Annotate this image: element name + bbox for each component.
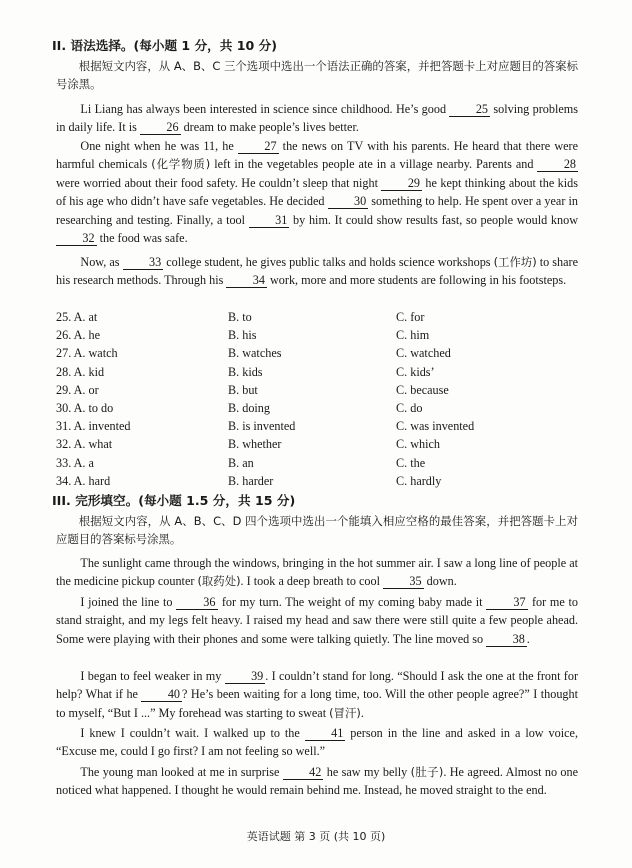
option-row <box>56 417 586 435</box>
option-b: B. watches <box>228 346 282 361</box>
option-b: B. is invented <box>228 419 296 434</box>
option-b: B. doing <box>228 400 270 415</box>
option-c: C. kids’ <box>396 364 435 379</box>
section3-instruction: 根据短文内容，从 A、B、C、D 四个选项中选出一个能填入相应空格的最佳答案，并把答题卡上对应题目的答案标号涂黑。 <box>56 514 578 547</box>
answer-blank: 25 <box>449 103 490 117</box>
option-b: B. harder <box>228 473 274 488</box>
answer-blank: 26 <box>140 121 181 135</box>
option-a: 34. A. hard <box>56 473 111 488</box>
answer-blank: 42 <box>283 766 324 780</box>
option-a: 29. A. or <box>56 382 99 397</box>
answer-blank: 32 <box>56 232 97 246</box>
answer-blank: 37 <box>486 596 528 610</box>
option-b: B. to <box>228 310 252 324</box>
section2-paragraph: One night when he was 11, he 27 the news on TV with his parents. He heard that there were harmful chemicals (化学物质) left in the vegetables people ate in a village nearby. Parents and 28 were worried about their food safety. He couldn’t sleep that night 29 he kept thinking about the kids of his age who didn’t have safe vegetables. He decided 30 something to help. He spent over a year in researching and testing. Finally, a tool 31 by him. It could show results fast, so people would know 32 the food was safe. <box>56 139 578 246</box>
answer-blank: 38 <box>486 633 527 647</box>
answer-blank: 35 <box>383 575 424 589</box>
option-c: C. watched <box>396 346 451 361</box>
chinese-gloss: (冒汗) <box>329 705 361 720</box>
option-a: 26. A. he <box>56 328 101 343</box>
option-row <box>56 363 586 381</box>
option-b: B. an <box>228 455 254 470</box>
answer-blank: 30 <box>328 195 369 209</box>
chinese-gloss: (化学物质) <box>151 157 211 172</box>
option-c: C. do <box>396 400 423 415</box>
option-row <box>56 399 586 417</box>
chinese-gloss: (取药处) <box>197 574 241 589</box>
option-b: B. his <box>228 328 257 343</box>
answer-blank: 28 <box>537 158 578 172</box>
section2-paragraph: Li Liang has always been interested in science since childhood. He’s good 25 solving problems in daily life. It is 26 dream to make people’s lives better. <box>56 102 579 135</box>
option-a: 25. A. at <box>56 310 98 324</box>
option-c: C. was invented <box>396 419 475 434</box>
option-b: B. but <box>228 382 258 397</box>
option-a: 28. A. kid <box>56 364 105 379</box>
option-row <box>56 344 586 362</box>
section2-paragraph: Now, as 33 college student, he gives public talks and holds science workshops (工作坊) to share his research methods. Through his 34 work, more and more students are following in his footsteps. <box>56 255 579 288</box>
answer-blank: 33 <box>123 256 164 270</box>
option-row <box>56 326 586 344</box>
option-row <box>56 381 586 399</box>
section3-paragraph: I began to feel weaker in my 39 . I couldn’t stand for long. “Should I ask the one at the front for help? What if he 40 ? He’s been waiting for a long time, too. Will the other people agree?” I thought to myself, “But I ...” My forehead was starting to sweat (冒汗). <box>56 669 579 720</box>
section3-paragraph: I knew I couldn’t wait. I walked up to the 41 person in the line and asked in a low voice, “Excuse me, could I go first? I am not feeling so well.” <box>56 726 578 759</box>
option-c: C. for <box>396 310 425 324</box>
option-a: 32. A. what <box>56 437 113 452</box>
chinese-gloss: (工作坊) <box>493 255 537 269</box>
section3-paragraph: The sunlight came through the windows, bringing in the hot summer air. I saw a long line of people at the medicine pickup counter (取药处). I took a deep breath to cool 35 down. <box>56 556 578 589</box>
option-row <box>56 435 586 453</box>
option-c: C. him <box>396 328 430 343</box>
answer-blank: 40 <box>141 688 182 702</box>
option-row <box>56 308 586 326</box>
answer-blank: 29 <box>381 177 422 191</box>
answer-blank: 39 <box>225 670 266 684</box>
chinese-gloss: (肚子) <box>410 765 444 779</box>
option-b: B. kids <box>228 364 263 379</box>
option-c: C. which <box>396 437 441 452</box>
page-footer: 英语试题 第 3 页 (共 10 页) <box>246 830 386 843</box>
answer-blank: 27 <box>238 140 279 154</box>
option-b: B. whether <box>228 437 282 452</box>
option-c: C. because <box>396 382 449 397</box>
answer-blank: 31 <box>249 214 290 228</box>
option-c: C. the <box>396 455 426 470</box>
options-list <box>56 308 586 490</box>
answer-blank: 36 <box>176 596 218 610</box>
section3-paragraph: The young man looked at me in surprise 42 he saw my belly (肚子). He agreed. Almost no one noticed what happened. I thought he would remain behind me. Instead, he moved straight to the end. <box>56 765 579 798</box>
section3-heading: III. 完形填空。(每小题 1.5 分，共 15 分) <box>52 493 296 508</box>
answer-blank: 41 <box>305 727 346 741</box>
option-a: 31. A. invented <box>56 419 131 434</box>
section3-paragraph: I joined the line to 36 for my turn. The weight of my coming baby made it 37 for me to stand straight, and my legs felt heavy. I raised my head and saw there were still quite a few people ahead. Some were playing with their phones and some were talking quietly. The line moved so 38 . <box>56 595 578 646</box>
option-row <box>56 472 586 490</box>
option-a: 27. A. watch <box>56 346 118 361</box>
section2-heading: II. 语法选择。(每小题 1 分，共 10 分) <box>52 38 278 53</box>
option-a: 30. A. to do <box>56 400 114 415</box>
section2-instruction: 根据短文内容，从 A、B、C 三个选项中选出一个语法正确的答案，并把答题卡上对应题目的答案标号涂黑。 <box>56 59 578 92</box>
option-a: 33. A. a <box>56 455 94 470</box>
option-row <box>56 454 586 472</box>
option-c: C. hardly <box>396 473 442 488</box>
answer-blank: 34 <box>226 274 267 288</box>
